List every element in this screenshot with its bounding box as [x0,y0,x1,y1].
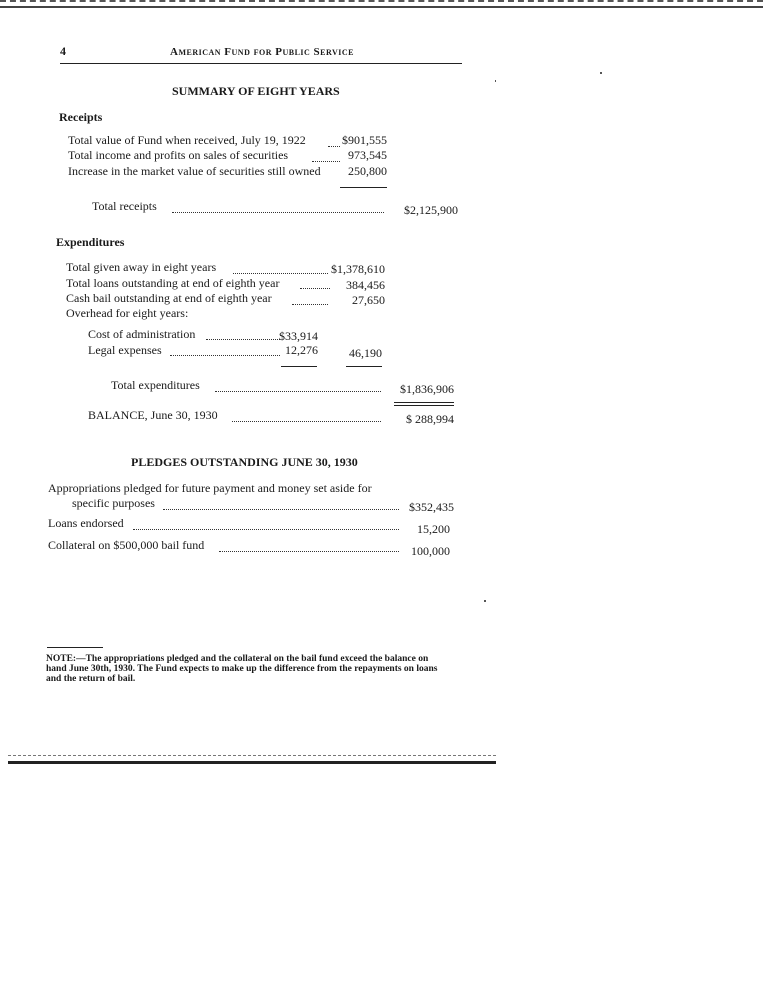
total-receipts-label: Total receipts [92,199,157,213]
receipt-value-1: $901,555 [342,133,387,147]
expenditure-label-1: Total given away in eight years [66,260,217,274]
pledge-label-2: Loans endorsed [48,516,124,530]
speck [484,600,486,602]
scan-edge-bottom [8,761,496,764]
leader [133,529,399,530]
overhead-value-2: 12,276 [285,343,318,357]
scan-edge-top [0,0,763,5]
sum-rule [281,366,317,367]
overhead-label: Overhead for eight years: [66,306,189,320]
receipt-label-2: Total income and profits on sales of securities [68,148,289,162]
leader [170,355,280,356]
balance-rule [394,402,454,403]
leader [232,421,381,422]
leader [206,339,280,340]
scan-edge-top-bar [0,6,763,8]
total-expenditures-label: Total expenditures [111,378,200,392]
leader [163,509,399,510]
total-receipts-value: $2,125,900 [404,203,458,217]
pledge-label-3: Collateral on $500,000 bail fund [48,538,205,552]
speck [495,80,496,82]
overhead-total-value: 46,190 [349,346,382,360]
overhead-label-1: Cost of administration [88,327,196,341]
expenditure-label-3: Cash bail outstanding at end of eighth year [66,291,272,305]
total-expenditures-value: $1,836,906 [400,382,454,396]
overhead-label-2: Legal expenses [88,343,162,357]
leader [172,212,384,213]
leader [233,273,328,274]
balance-label: BALANCE, June 30, 1930 [88,408,218,422]
scan-edge-dash [8,755,496,756]
speck [600,72,602,74]
receipt-value-3: 250,800 [348,164,387,178]
pledge-value-1: $352,435 [409,500,454,514]
running-title: American Fund for Public Service [170,46,355,58]
expenditure-label-2: Total loans outstanding at end of eighth year [66,276,280,290]
receipt-label-3: Increase in the market value of securities still owned [68,164,321,178]
expenditures-heading: Expenditures [56,235,125,249]
receipt-value-2: 973,545 [348,148,387,162]
header-rule [60,63,462,64]
expenditure-value-3: 27,650 [352,293,385,307]
balance-value: $ 288,994 [406,412,454,426]
footnote: NOTE:—The appropriations pledged and the collateral on the bail fund exceed the balance on hand June 30th, 1930. The Fund expects to make up the difference from the repayments on loans and the return of bail. [46,654,438,684]
pledge-value-2: 15,200 [417,522,450,536]
pledges-title: PLEDGES OUTSTANDING JUNE 30, 1930 [131,455,358,469]
sum-rule [340,187,387,188]
expenditure-value-1: $1,378,610 [331,262,385,276]
page-number: 4 [60,44,66,58]
sum-rule [346,366,382,367]
receipt-label-1: Total value of Fund when received, July 19, 1922 [68,133,306,147]
balance-rule [394,405,454,406]
pledge-value-3: 100,000 [411,544,450,558]
note-rule [47,647,103,648]
receipts-heading: Receipts [59,110,103,124]
summary-title: SUMMARY OF EIGHT YEARS [172,84,340,98]
overhead-value-1: $33,914 [279,329,318,343]
pledge-label-1-line1: Appropriations pledged for future payment and money set aside for [48,481,372,495]
expenditure-value-2: 384,456 [346,278,385,292]
leader [219,551,399,552]
pledge-label-1-line2: specific purposes [72,496,155,510]
leader [215,391,381,392]
leader [292,304,328,305]
